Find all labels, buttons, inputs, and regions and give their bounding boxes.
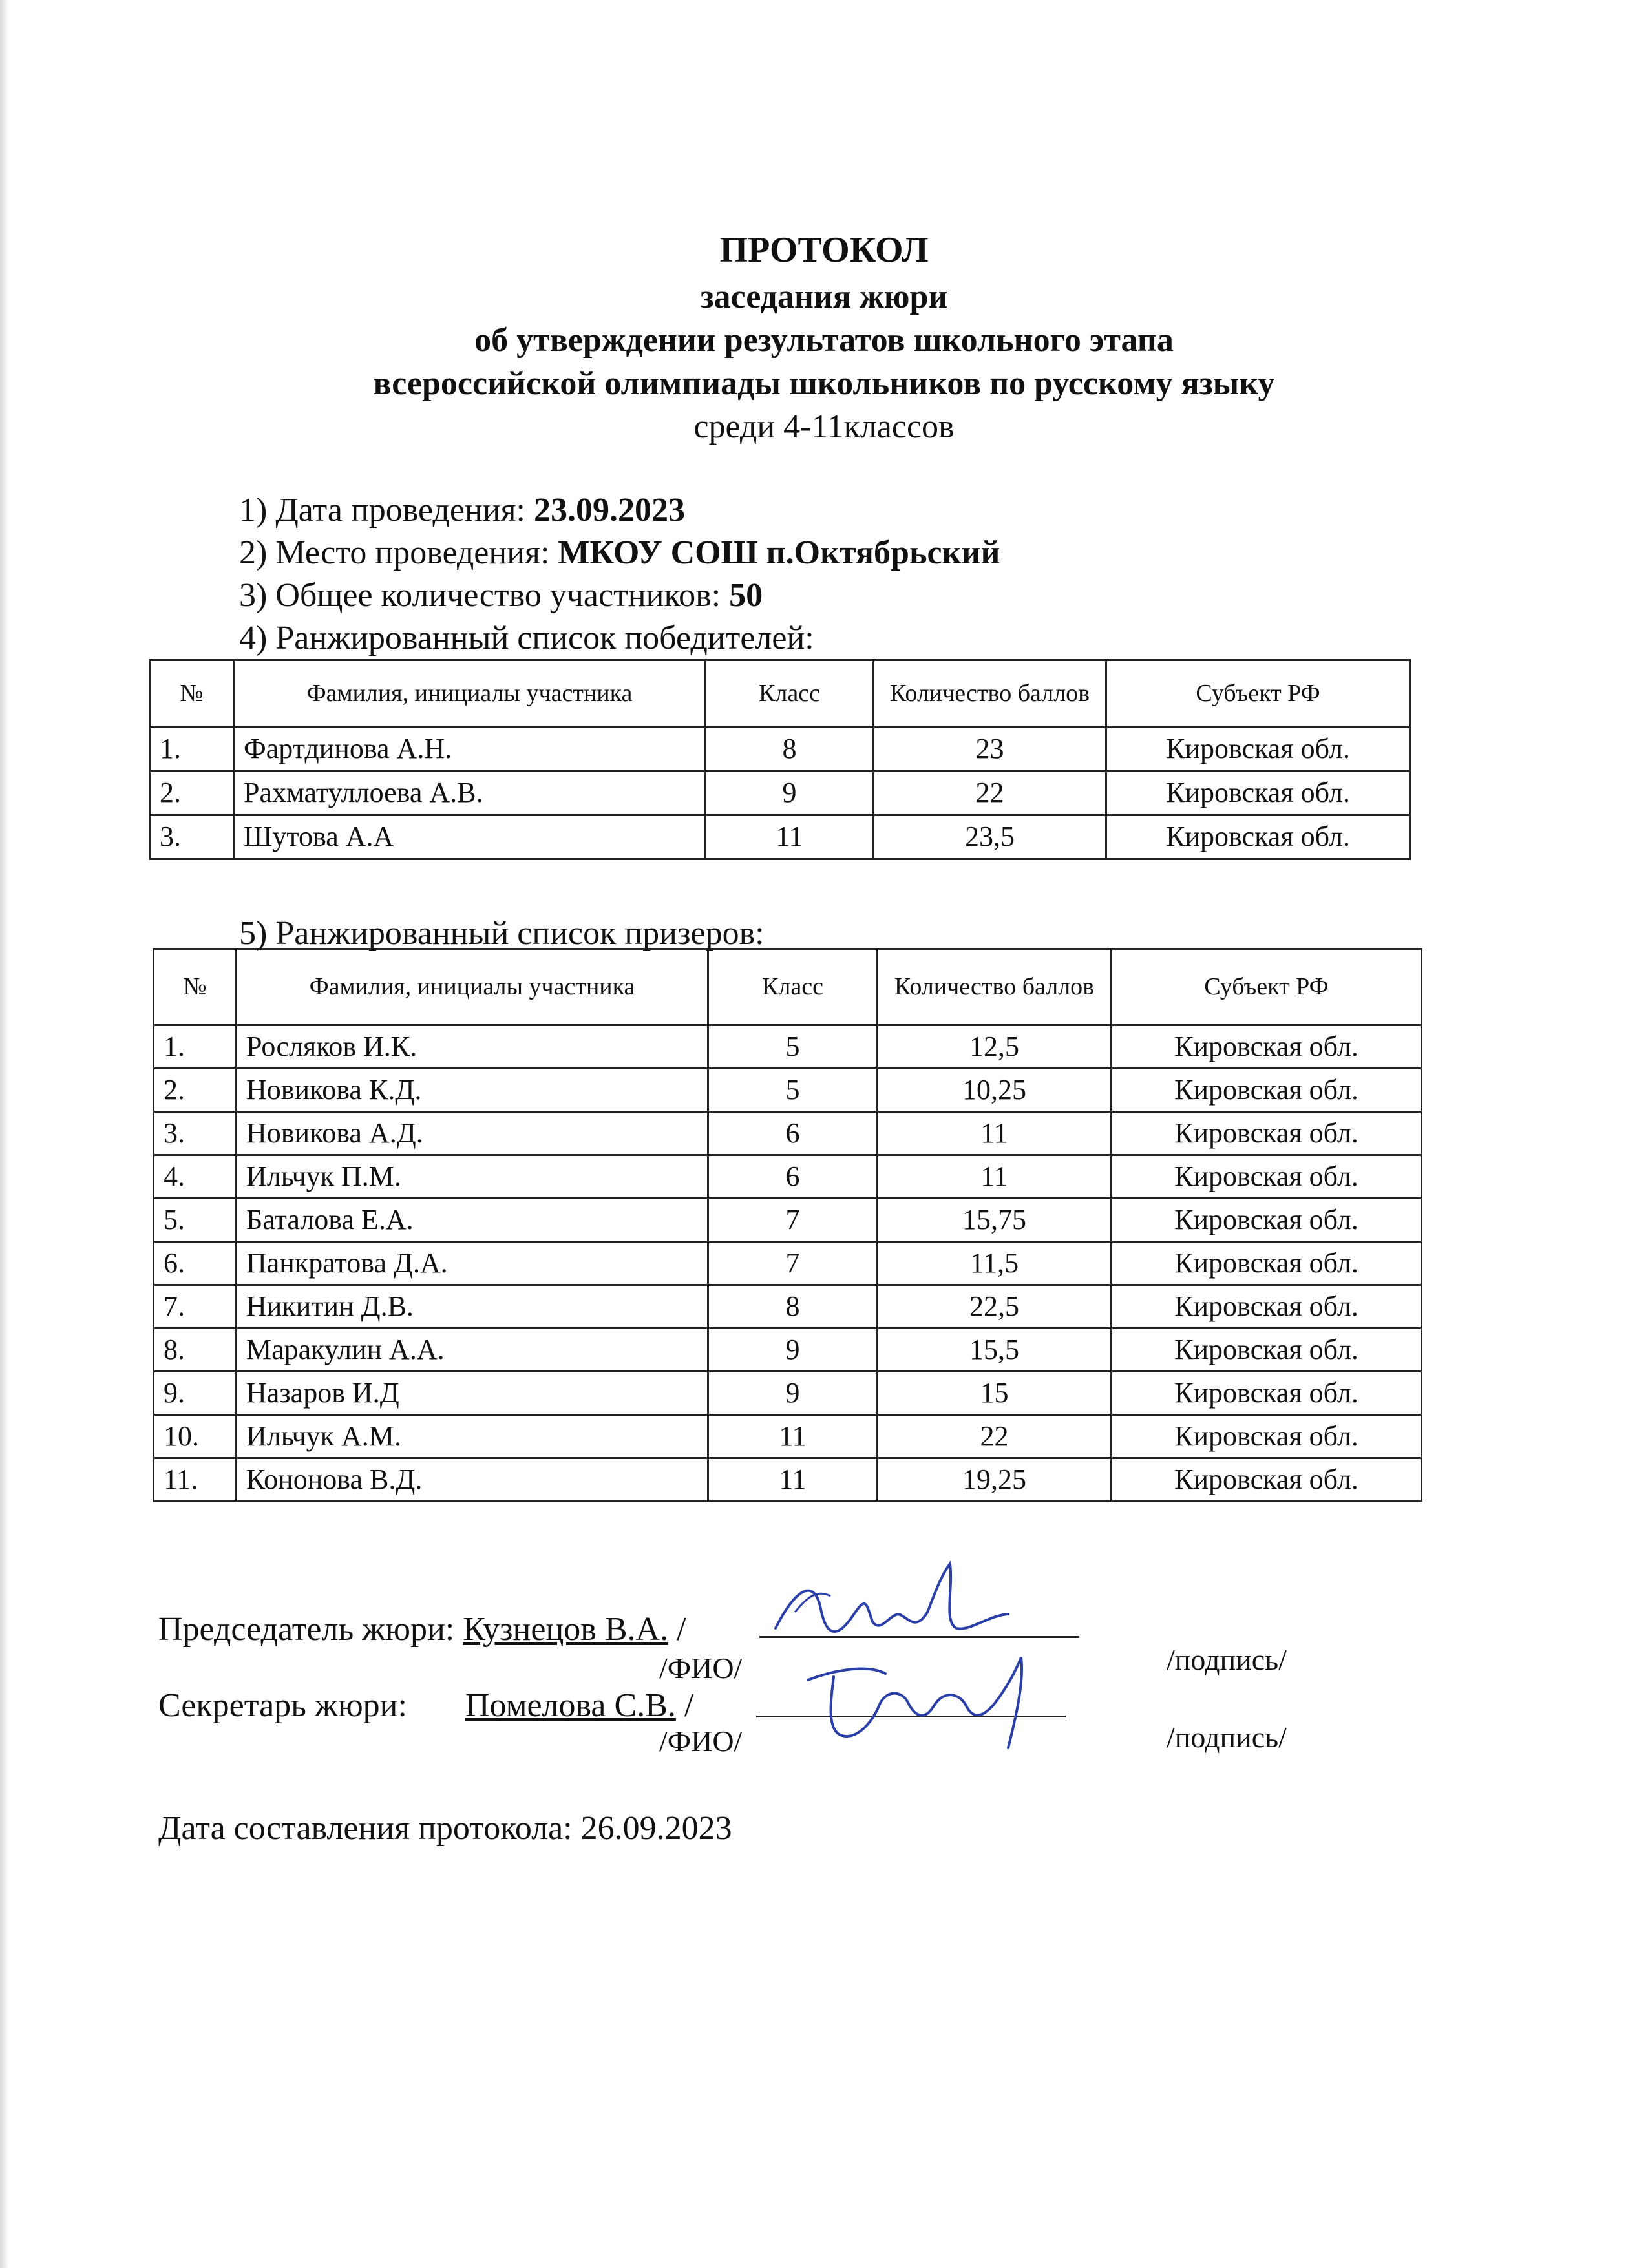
chair-label: Председатель жюри: [158, 1611, 463, 1648]
cell-name: Ильчук П.М. [237, 1155, 708, 1199]
cell-class: 9 [708, 1328, 878, 1372]
protocol-date: Дата составления протокола: 26.09.2023 [158, 1810, 732, 1847]
secretary-name-block [465, 1686, 693, 1725]
cell-class: 11 [708, 1415, 878, 1458]
table-row [154, 1025, 1422, 1069]
table-row [150, 728, 1410, 772]
cell-class: 11 [706, 815, 874, 859]
cell-name: Назаров И.Д [237, 1372, 708, 1415]
info-count-label: 3) Общее количество участников: [239, 577, 730, 614]
cell-class: 6 [708, 1112, 878, 1155]
cell-name: Кононова В.Д. [237, 1458, 708, 1502]
table-row [154, 1285, 1422, 1328]
cell-score: 19,25 [878, 1458, 1112, 1502]
cell-region: Кировская обл. [1112, 1242, 1422, 1285]
cell-score: 23,5 [874, 815, 1106, 859]
cell-num: 11. [154, 1458, 237, 1502]
cell-score: 11 [878, 1112, 1112, 1155]
header-name: Фамилия, инициалы участника [237, 949, 708, 1025]
cell-score: 11 [878, 1155, 1112, 1199]
secretary-sign-caption: /подпись/ [1167, 1721, 1287, 1754]
info-place-value: МКОУ СОШ п.Октябрьский [558, 534, 1000, 571]
table-row [154, 1155, 1422, 1199]
secretary-fio-caption: /ФИО/ [659, 1725, 743, 1758]
cell-class: 11 [708, 1458, 878, 1502]
secretary-line [158, 1686, 407, 1725]
document-title: ПРОТОКОЛ [719, 230, 929, 270]
secretary-name: Помелова С.В. [465, 1687, 676, 1724]
subtitle-results: об утверждении результатов школьного этапа [474, 322, 1174, 359]
table-row [154, 1328, 1422, 1372]
cell-num: 3. [150, 815, 234, 859]
cell-score: 23 [874, 728, 1106, 772]
cell-num: 8. [154, 1328, 237, 1372]
cell-num: 1. [150, 728, 234, 772]
secretary-slash: / [675, 1687, 694, 1724]
cell-region: Кировская обл. [1112, 1285, 1422, 1328]
info-date-value: 23.09.2023 [534, 492, 685, 529]
cell-region: Кировская обл. [1112, 1199, 1422, 1242]
header-region: Субъект РФ [1112, 949, 1422, 1025]
info-date [239, 491, 685, 529]
cell-class: 8 [708, 1285, 878, 1328]
cell-score: 15,5 [878, 1328, 1112, 1372]
cell-name: Фартдинова А.Н. [234, 728, 706, 772]
cell-name: Маракулин А.А. [237, 1328, 708, 1372]
header-name: Фамилия, инициалы участника [234, 660, 706, 728]
table-row [154, 1458, 1422, 1502]
cell-class: 6 [708, 1155, 878, 1199]
cell-region: Кировская обл. [1106, 772, 1410, 815]
cell-region: Кировская обл. [1112, 1025, 1422, 1069]
cell-num: 2. [150, 772, 234, 815]
winners-header-row [150, 660, 1410, 728]
header-class: Класс [706, 660, 874, 728]
chair-fio-caption: /ФИО/ [659, 1652, 743, 1685]
header-num: № [150, 660, 234, 728]
cell-region: Кировская обл. [1112, 1415, 1422, 1458]
cell-num: 4. [154, 1155, 237, 1199]
cell-region: Кировская обл. [1112, 1328, 1422, 1372]
chair-line [158, 1610, 686, 1648]
subtitle-olympiad: всероссийской олимпиады школьников по русскому языку [373, 365, 1275, 402]
cell-region: Кировская обл. [1112, 1069, 1422, 1112]
cell-region: Кировская обл. [1106, 815, 1410, 859]
header-score: Количество баллов [874, 660, 1106, 728]
header-score: Количество баллов [878, 949, 1112, 1025]
table-row [154, 1242, 1422, 1285]
cell-score: 11,5 [878, 1242, 1112, 1285]
cell-class: 7 [708, 1242, 878, 1285]
table-row [154, 1069, 1422, 1112]
cell-name: Баталова Е.А. [237, 1199, 708, 1242]
cell-score: 22,5 [878, 1285, 1112, 1328]
cell-class: 5 [708, 1025, 878, 1069]
subtitle-jury: заседания жюри [700, 278, 948, 315]
cell-name: Росляков И.К. [237, 1025, 708, 1069]
cell-num: 5. [154, 1199, 237, 1242]
cell-num: 7. [154, 1285, 237, 1328]
cell-score: 10,25 [878, 1069, 1112, 1112]
cell-class: 7 [708, 1199, 878, 1242]
cell-score: 12,5 [878, 1025, 1112, 1069]
info-count [239, 576, 763, 614]
table-row [154, 1372, 1422, 1415]
info-count-value: 50 [729, 577, 763, 614]
cell-class: 9 [708, 1372, 878, 1415]
cell-score: 15,75 [878, 1199, 1112, 1242]
header-class: Класс [708, 949, 878, 1025]
table-row [154, 1415, 1422, 1458]
header-num: № [154, 949, 237, 1025]
cell-score: 15 [878, 1372, 1112, 1415]
table-row [150, 815, 1410, 859]
cell-num: 3. [154, 1112, 237, 1155]
header-region: Субъект РФ [1106, 660, 1410, 728]
info-place [239, 534, 1000, 572]
chair-signature [769, 1551, 1015, 1654]
info-place-label: 2) Место проведения: [239, 534, 558, 571]
table-row [150, 772, 1410, 815]
cell-num: 2. [154, 1069, 237, 1112]
cell-num: 9. [154, 1372, 237, 1415]
cell-name: Шутова А.А [234, 815, 706, 859]
prizers-header-row [154, 949, 1422, 1025]
cell-region: Кировская обл. [1112, 1458, 1422, 1502]
cell-region: Кировская обл. [1106, 728, 1410, 772]
cell-num: 1. [154, 1025, 237, 1069]
cell-region: Кировская обл. [1112, 1112, 1422, 1155]
cell-region: Кировская обл. [1112, 1155, 1422, 1199]
subtitle-classes: среди 4-11классов [693, 408, 955, 445]
winners-heading: 4) Ранжированный список победителей: [239, 620, 814, 656]
cell-class: 9 [706, 772, 874, 815]
cell-name: Рахматуллоева А.В. [234, 772, 706, 815]
winners-table [149, 659, 1411, 860]
chair-sign-caption: /подпись/ [1167, 1643, 1287, 1676]
cell-num: 6. [154, 1242, 237, 1285]
table-row [154, 1112, 1422, 1155]
cell-class: 8 [706, 728, 874, 772]
table-row [154, 1199, 1422, 1242]
cell-class: 5 [708, 1069, 878, 1112]
cell-name: Панкратова Д.А. [237, 1242, 708, 1285]
chair-slash: / [668, 1611, 686, 1648]
cell-name: Никитин Д.В. [237, 1285, 708, 1328]
secretary-label: Секретарь жюри: [158, 1687, 407, 1724]
prizers-heading: 5) Ранжированный список призеров: [239, 915, 765, 952]
chair-name: Кузнецов В.А. [463, 1611, 669, 1648]
cell-region: Кировская обл. [1112, 1372, 1422, 1415]
cell-name: Новикова А.Д. [237, 1112, 708, 1155]
info-date-label: 1) Дата проведения: [239, 492, 534, 529]
prizers-table [153, 948, 1422, 1502]
secretary-signature [795, 1644, 1053, 1754]
cell-num: 10. [154, 1415, 237, 1458]
cell-name: Новикова К.Д. [237, 1069, 708, 1112]
cell-score: 22 [874, 772, 1106, 815]
cell-name: Ильчук А.М. [237, 1415, 708, 1458]
cell-score: 22 [878, 1415, 1112, 1458]
